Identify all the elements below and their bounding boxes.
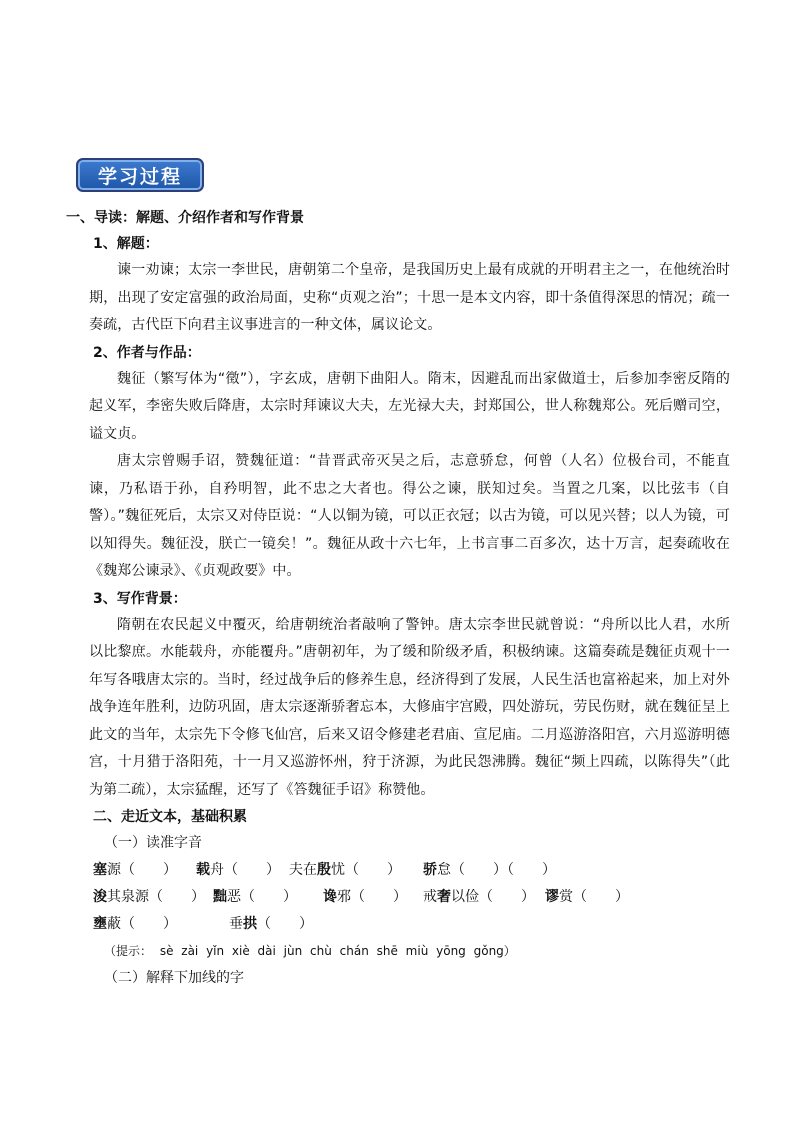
section1-heading: 一、导读：解题、介绍作者和写作背景 [66, 210, 304, 226]
pronunciation-row [93, 911, 730, 938]
subsection-title-author: 2、作者与作品： [93, 344, 201, 361]
pronunciation-item: 谗邪（ ） [323, 889, 407, 905]
section2-heading: 二、走近文本，基础积累 [93, 809, 247, 825]
paragraph-author-a: 魏征（繁写体为“徵”），字玄成，唐朝下曲阳人。隋末，因避乱而出家做道士，后参加李密反隋的起义军，李密失败后降唐，太宗时拜谏议大夫，左光禄大夫，封郑国公，世人称魏郑公。死后赠司空，谥文贞。 [89, 370, 730, 442]
subsection-title-background: 3、写作背景： [93, 590, 187, 607]
pronunciation-item: 夫在殷忧（ ） [289, 862, 401, 878]
pronunciation-item: 垂拱（ ） [229, 916, 313, 932]
pronunciation-item: 黜恶（ ） [213, 889, 297, 905]
subsection-pronunciation: （一）读准字音 [104, 835, 202, 851]
paragraph-author-b: 唐太宗曾赐手诏，赞魏征道：“昔晋武帝灭吴之后，志意骄怠，何曾（人名）位极台司，不能直谏，乃私语于孙，自矜明智，此不忠之大者也。得公之谏，朕知过矣。当置之几案，以比弦韦（自警）。”魏征死后，太宗又对侍臣说：“人以铜为镜，可以正衣冠；以古为镜，可以见兴替；以人为镜，可以知得失。魏征没，朕亡一镜矣！”。魏征从政十六七年，上书言事二百多次，达十万言，起奏疏收在《魏郑公谏录》、《贞观政要》中。 [89, 453, 730, 579]
subsection-explain: （二）解释下加线的字 [104, 970, 244, 986]
section-badge [76, 158, 204, 192]
pinyin-hint: （提示： sè zài yǐn xiè dài jùn chù chán shē miù yōng gǒng） [104, 944, 516, 958]
subsection-title-jieti: 1、解题： [93, 236, 159, 252]
section-badge-label: 学习过程 [97, 165, 182, 188]
pronunciation-item: 壅蔽（ ） [93, 916, 177, 932]
pronunciation-row [93, 857, 730, 884]
pronunciation-item: 谬赏（ ） [545, 889, 629, 905]
pronunciation-item: 载舟（ ） [196, 862, 280, 878]
document-body [66, 205, 730, 992]
paragraph-jieti: 谏一劝谏；太宗一李世民，唐朝第二个皇帝，是我国历史上最有成就的开明君主之一，在他统治时期，出现了安定富强的政治局面，史称“贞观之治”；十思一是本文内容，即十条值得深思的情况；疏一奏疏，古代臣下向君主议事进言的一种文体，属议论文。 [89, 262, 730, 333]
pronunciation-item: 浚其泉源（ ） [93, 889, 205, 905]
pronunciation-item: 骄怠（ ）（ ） [423, 862, 556, 878]
pronunciation-row [93, 884, 730, 911]
pronunciation-item: 戒奢以俭（ ） [423, 889, 535, 905]
pronunciation-item: 塞源（ ） [93, 862, 177, 878]
paragraph-background: 隋朝在农民起义中覆灭，给唐朝统治者敲响了警钟。唐太宗李世民就曾说：“舟所以比人君，水所以比黎庶。水能载舟，亦能覆舟。”唐朝初年，为了缓和阶级矛盾，积极纳谏。这篇奏疏是魏征贞观十一年写各哦唐太宗的。当时，经过战争后的修养生息，经济得到了发展，人民生活也富裕起来，加上对外战争连年胜利，边防巩固，唐太宗逐渐骄奢忘本，大修庙宇宫殿，四处游玩，劳民伤财，就在魏征呈上此文的当年，太宗先下令修飞仙宫，后来又诏令修建老君庙、宣尼庙。二月巡游洛阳宫，六月巡游明德宫，十月猎于洛阳苑，十一月又巡游怀州，狩于济源，为此民怨沸腾。魏征“频上四疏，以陈得失”（此为第二疏），太宗猛醒，还写了《答魏征手诏》称赞他。 [89, 616, 730, 798]
